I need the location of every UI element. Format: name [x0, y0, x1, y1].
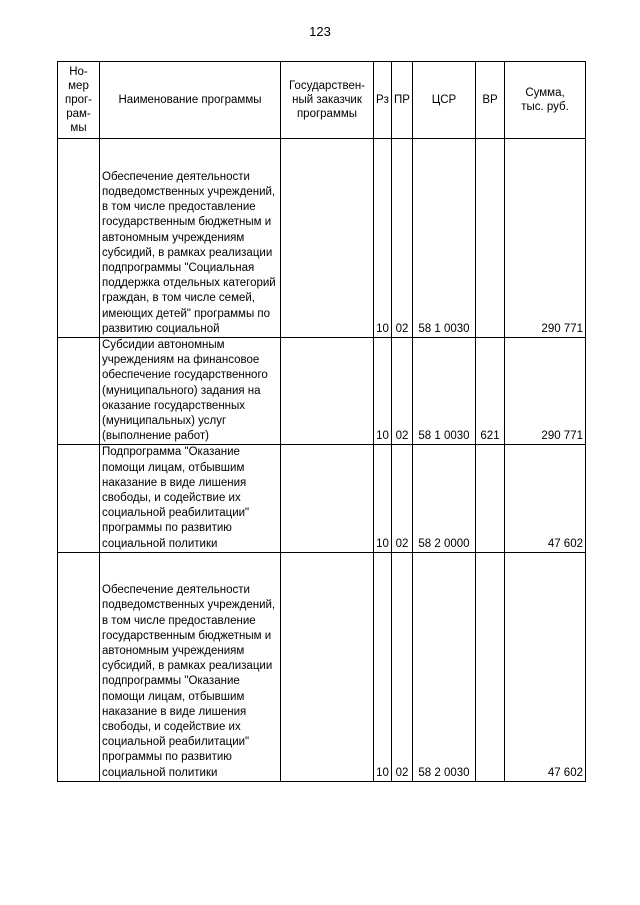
header-program-number — [58, 62, 100, 139]
cell-vr — [476, 445, 505, 552]
budget-table — [57, 61, 586, 782]
cell-program-number — [58, 139, 100, 338]
header-pr-text: ПР — [394, 94, 410, 106]
header-state-customer — [281, 62, 374, 139]
cell-program-name: Обеспечение деятельности подведомственных учреждений, в том числе предоставление государственным бюджетным и автономным учреждениям субсидий, в рамках реализации подпрограммы "Социальная поддержка отдельных категорий граждан, в том числе семей, имеющих детей" программы по развитию социальной — [100, 139, 281, 338]
cell-rz: 10 — [374, 139, 392, 338]
header-program-number-text: Но- мер прог- рам- мы — [64, 66, 93, 134]
cell-state-customer — [281, 552, 374, 781]
cell-program-number — [58, 552, 100, 781]
cell-state-customer — [281, 338, 374, 445]
cell-vr — [476, 139, 505, 338]
header-vr-text: ВР — [482, 94, 498, 106]
cell-pr: 02 — [392, 139, 413, 338]
header-rz-text: Рз — [376, 94, 389, 106]
cell-rz: 10 — [374, 552, 392, 781]
cell-program-name: Обеспечение деятельности подведомственных учреждений, в том числе предоставление государственным бюджетным и автономным учреждениям субсидий, в рамках реализации подпрограммы "Оказание помощи лицам, отбывшим наказание в виде лишения свободы, и содействие их социальной реабилитации" программы по развитию социальной политики — [100, 552, 281, 781]
cell-program-name: Подпрограмма "Оказание помощи лицам, отбывшим наказание в виде лишения свободы, и содействие их социальной реабилитации" программы по развитию социальной политики — [100, 445, 281, 552]
cell-csr: 58 1 0030 — [413, 139, 476, 338]
table-row — [58, 338, 586, 445]
table-row — [58, 445, 586, 552]
header-csr-text: ЦСР — [431, 94, 457, 106]
header-vr — [476, 62, 505, 139]
cell-pr: 02 — [392, 552, 413, 781]
cell-state-customer — [281, 139, 374, 338]
cell-sum: 47 602 — [505, 552, 586, 781]
cell-program-name: Субсидии автономным учреждениям на финансовое обеспечение государственного (муниципального) задания на оказание государственных (муниципальных) услуг (выполнение работ) — [100, 338, 281, 445]
cell-csr: 58 2 0000 — [413, 445, 476, 552]
cell-program-number — [58, 338, 100, 445]
header-rz — [374, 62, 392, 139]
cell-rz: 10 — [374, 338, 392, 445]
table-row — [58, 552, 586, 781]
header-sum-text: Сумма, тыс. руб. — [521, 87, 569, 113]
table-header-row — [58, 62, 586, 139]
header-program-name-text: Наименование программы — [118, 94, 262, 106]
cell-pr: 02 — [392, 445, 413, 552]
cell-pr: 02 — [392, 338, 413, 445]
header-sum — [505, 62, 586, 139]
cell-vr — [476, 552, 505, 781]
header-program-name — [100, 62, 281, 139]
cell-sum: 290 771 — [505, 139, 586, 338]
cell-csr: 58 1 0030 — [413, 338, 476, 445]
cell-vr: 621 — [476, 338, 505, 445]
cell-state-customer — [281, 445, 374, 552]
cell-program-number — [58, 445, 100, 552]
cell-rz: 10 — [374, 445, 392, 552]
page-number: 123 — [309, 24, 331, 39]
header-pr — [392, 62, 413, 139]
cell-csr: 58 2 0030 — [413, 552, 476, 781]
table-row — [58, 139, 586, 338]
cell-sum: 290 771 — [505, 338, 586, 445]
header-csr — [413, 62, 476, 139]
cell-sum: 47 602 — [505, 445, 586, 552]
header-state-customer-text: Государствен- ный заказчик программы — [288, 80, 366, 120]
